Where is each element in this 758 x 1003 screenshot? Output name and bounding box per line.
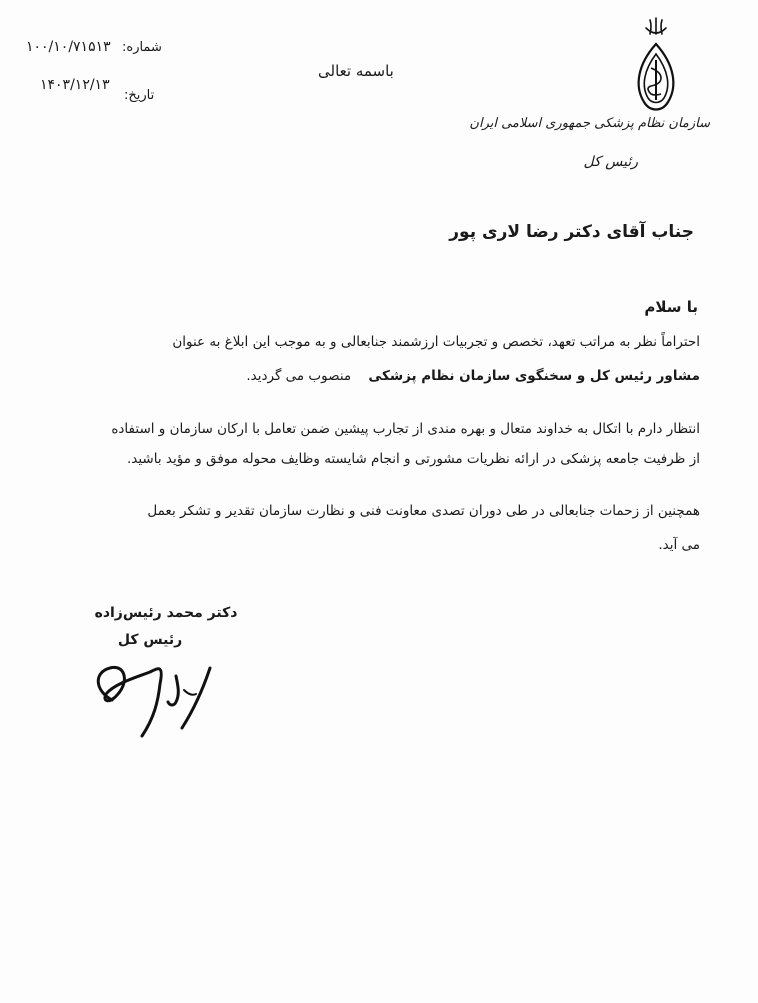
letter-number-label: شماره:	[122, 40, 162, 55]
paragraph-3-line-2: می آید.	[658, 537, 700, 553]
organization-role: رئیس کل	[583, 154, 638, 170]
paragraph-2-line-2: از ظرفیت جامعه پزشکی در ارائه نظریات مشورتی و انجام شایسته وظایف محوله موفق و مؤید باشید.	[126, 451, 700, 467]
paragraph-1-line-2	[246, 368, 700, 384]
signer-name: دکتر محمد رئیس‌زاده	[94, 605, 238, 621]
letter-date-value: ۱۴۰۳/۱۲/۱۳	[40, 77, 110, 93]
letter-number-value: ۱۰۰/۱۰/۷۱۵۱۳	[26, 39, 111, 55]
paragraph-3-line-1: همچنین از زحمات جنابعالی در طی دوران تصدی معاونت فنی و نظارت سازمان تقدیر و تشکر بعمل	[147, 503, 700, 519]
paragraph-1-line-1: احتراماً نظر به مراتب تعهد، تخصص و تجربیات ارزشمند جنابعالی و به موجب این ابلاغ به عنوان	[172, 334, 700, 350]
appointment-rest: منصوب می گردید.	[246, 368, 352, 384]
iran-emblem-icon	[632, 14, 680, 126]
salutation: با سلام	[644, 298, 698, 316]
appointment-title: مشاور رئیس کل و سخنگوی سازمان نظام پزشکی	[368, 368, 700, 384]
paragraph-2-line-1: انتظار دارم با اتکال به خداوند متعال و بهره مندی از تجارب پیشین ضمن تعامل با ارکان سازمان و استفاده	[111, 421, 700, 437]
signer-title: رئیس کل	[117, 632, 183, 648]
addressee: جناب آقای دکتر رضا لاری پور	[449, 222, 694, 242]
letter-date-label: تاریخ:	[124, 88, 155, 103]
organization-name: سازمان نظام پزشکی جمهوری اسلامی ایران	[469, 116, 710, 131]
handwritten-signature	[84, 650, 234, 740]
invocation-text: باسمه تعالی	[318, 62, 394, 80]
